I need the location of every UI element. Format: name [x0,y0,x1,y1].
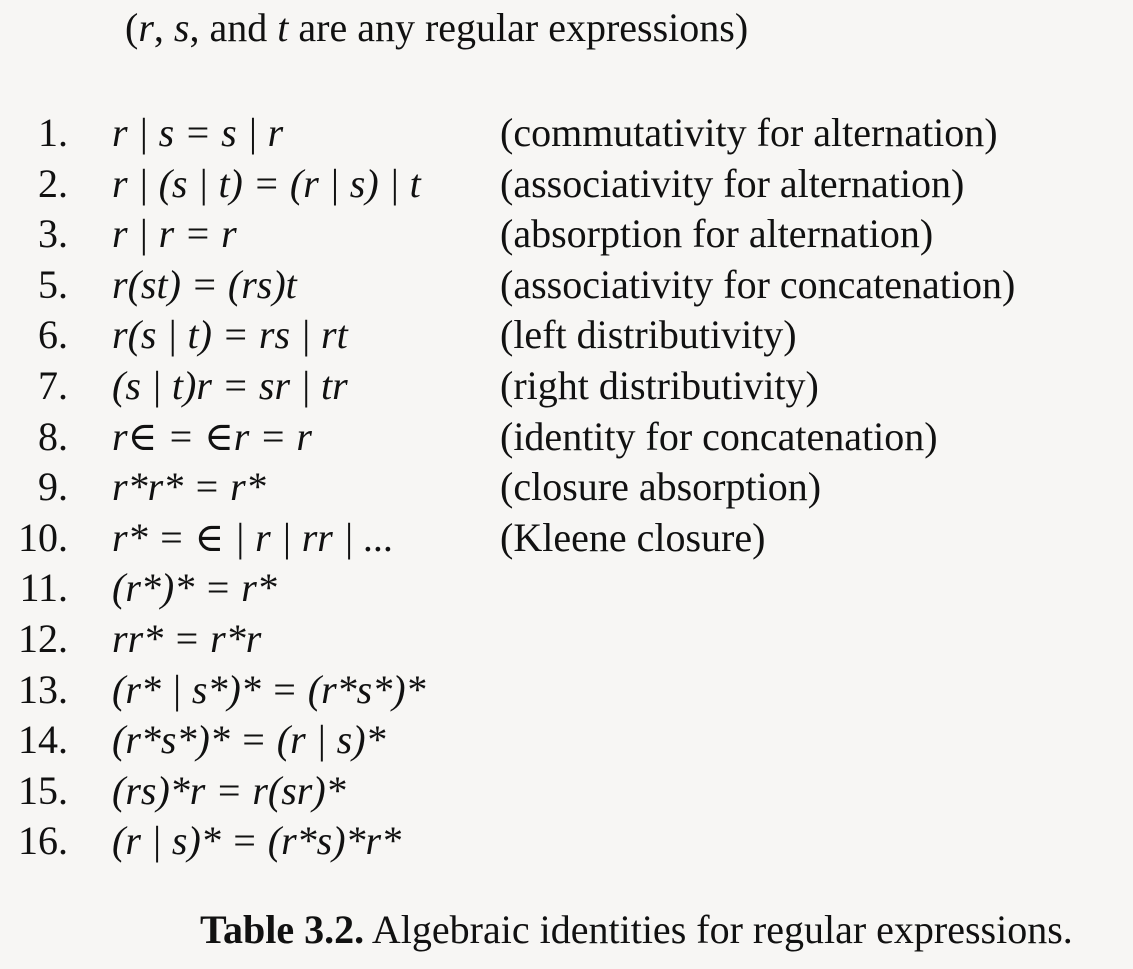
identity-description: (commutativity for alternation) [500,110,998,155]
identity-description: (associativity for concatenation) [500,261,1016,307]
identity-number: 7. [38,362,68,408]
identity-row [0,614,1133,665]
identity-number: 14. [18,717,68,763]
identity-row [0,513,1133,564]
identity-row [0,108,1133,159]
identity-row [0,209,1133,260]
identity-expression: r∈ = ∈r = r [112,413,312,459]
identity-number: 1. [38,110,68,155]
identity-number: 8. [38,413,68,459]
var-t: t [277,5,289,50]
identity-row [0,816,1133,867]
table-caption [200,906,1073,954]
identity-description: (right distributivity) [500,362,819,408]
identity-row [0,462,1133,513]
identity-expression: (r | s)* = (r*s)*r* [112,818,402,864]
identity-row [0,159,1133,210]
var-r: r [138,5,154,50]
identity-number: 16. [18,818,68,864]
identity-number: 5. [38,261,68,307]
identity-row [0,260,1133,311]
identity-number: 15. [18,767,68,813]
identity-number: 2. [38,160,68,206]
identity-description: (associativity for alternation) [500,160,965,206]
identity-expression: r* = ∈ | r | rr | ... [112,514,394,560]
identity-expression: (r* | s*)* = (r*s*)* [112,666,426,712]
identity-expression: r(s | t) = rs | rt [112,312,348,358]
identity-description: (Kleene closure) [500,514,766,560]
identity-number: 13. [18,666,68,712]
identity-number: 3. [38,211,68,257]
identity-description: (closure absorption) [500,464,822,510]
identity-expression: r | (s | t) = (r | s) | t [112,160,421,206]
caption-text: Algebraic identities for regular expressions. [364,907,1073,952]
identity-expression: (s | t)r = sr | tr [112,362,348,408]
identity-table [0,108,1133,867]
identity-number: 12. [18,615,68,661]
var-s: s [173,5,190,50]
identity-description: (absorption for alternation) [500,211,934,257]
identity-row [0,412,1133,463]
identity-expression: r | s = s | r [112,110,284,155]
identity-row [0,361,1133,412]
identity-number: 9. [38,464,68,510]
table-preamble: (r, s, and t are any regular expressions) [125,5,749,50]
identity-row [0,310,1133,361]
identity-description: (left distributivity) [500,312,797,358]
caption-label: Table 3.2. [200,907,365,952]
identity-number: 10. [18,514,68,560]
identity-row [0,563,1133,614]
identity-row [0,665,1133,716]
identity-description: (identity for concatenation) [500,413,938,459]
identity-expression: r | r = r [112,211,237,257]
identity-expression: rr* = r*r [112,615,262,661]
identity-number: 11. [19,565,68,611]
identity-expression: (rs)*r = r(sr)* [112,767,346,813]
identity-expression: (r*)* = r* [112,565,277,611]
identity-row [0,715,1133,766]
identity-row [0,766,1133,817]
identity-number: 6. [38,312,68,358]
identity-expression: r*r* = r* [112,464,266,510]
identity-expression: r(st) = (rs)t [112,261,297,307]
identity-expression: (r*s*)* = (r | s)* [112,717,386,763]
